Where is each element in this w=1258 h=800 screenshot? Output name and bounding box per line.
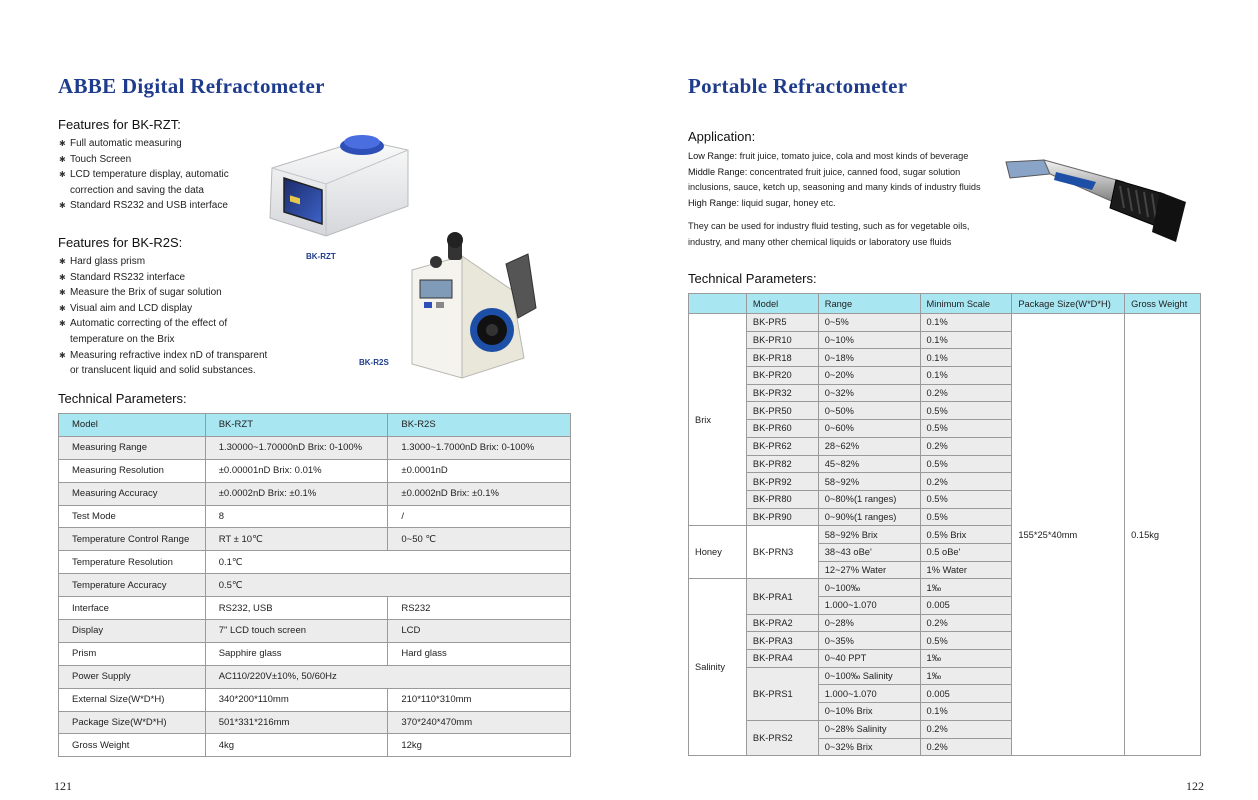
range-cell: 0~28% Salinity: [818, 720, 920, 738]
scale-cell: 0.5%: [920, 508, 1012, 526]
features-rzt-heading: Features for BK-RZT:: [58, 117, 181, 132]
range-cell: 0~32% Brix: [818, 738, 920, 756]
param-name: Power Supply: [59, 665, 206, 688]
param-value: 7" LCD touch screen: [205, 620, 388, 643]
model-cell: BK-PR50: [746, 402, 818, 420]
range-cell: 38~43 oBe': [818, 543, 920, 561]
category-salinity: Salinity: [689, 579, 747, 756]
param-value: LCD: [388, 620, 571, 643]
range-cell: 0~10%: [818, 331, 920, 349]
param-value: 0~50 ℃: [388, 528, 571, 551]
param-name: Package Size(W*D*H): [59, 711, 206, 734]
param-value: ±0.0001nD: [388, 459, 571, 482]
param-value: 12kg: [388, 734, 571, 757]
feature-item: ✱ Measuring refractive index nD of transparent: [59, 348, 267, 364]
header-cell: Minimum Scale: [920, 294, 1012, 314]
model-cell: BK-PR80: [746, 490, 818, 508]
low-range-text: fruit juice, tomato juice, cola and most kinds of beverage: [737, 151, 969, 161]
middle-range-line: [688, 165, 998, 181]
feature-item: ✱ Standard RS232 interface: [59, 270, 267, 286]
range-cell: 0~100‰: [818, 579, 920, 597]
range-cell: 0~50%: [818, 402, 920, 420]
model-cell: BK-PRN3: [746, 526, 818, 579]
param-value: Sapphire glass: [205, 642, 388, 665]
param-value: 370*240*470mm: [388, 711, 571, 734]
param-name: Gross Weight: [59, 734, 206, 757]
scale-cell: 0.1%: [920, 331, 1012, 349]
param-value: ±0.0002nD Brix: ±0.1%: [205, 482, 388, 505]
scale-cell: 0.1%: [920, 314, 1012, 332]
param-name: Measuring Range: [59, 436, 206, 459]
header-cell: Package Size(W*D*H): [1012, 294, 1125, 314]
model-cell: BK-PR20: [746, 367, 818, 385]
scale-cell: 0.5% Brix: [920, 526, 1012, 544]
header-cell: Gross Weight: [1125, 294, 1201, 314]
header-cell: [689, 294, 747, 314]
high-range-label: High Range:: [688, 197, 740, 208]
range-cell: 45~82%: [818, 455, 920, 473]
param-name: Measuring Resolution: [59, 459, 206, 482]
category-honey: Honey: [689, 526, 747, 579]
scale-cell: 0.1%: [920, 703, 1012, 721]
param-value: Hard glass: [388, 642, 571, 665]
scale-cell: 0.5%: [920, 490, 1012, 508]
model-cell: BK-PR10: [746, 331, 818, 349]
scale-cell: 0.2%: [920, 614, 1012, 632]
range-cell: 0~80%(1 ranges): [818, 490, 920, 508]
feature-item-continued: correction and saving the data: [70, 184, 204, 196]
scale-cell: 0.2%: [920, 437, 1012, 455]
scale-cell: 0.2%: [920, 384, 1012, 402]
table-row: [59, 711, 571, 734]
range-cell: 0~35%: [818, 632, 920, 650]
application-text: [688, 149, 998, 251]
feature-item: ✱ Standard RS232 and USB interface: [59, 198, 229, 214]
model-cell: BK-PRA3: [746, 632, 818, 650]
feature-item-continued: temperature on the Brix: [70, 333, 175, 345]
features-rzt-list: [59, 136, 229, 214]
high-range-line: [688, 196, 998, 212]
feature-item: ✱ Full automatic measuring: [59, 136, 229, 152]
param-name: Measuring Accuracy: [59, 482, 206, 505]
table-row: [59, 620, 571, 643]
portable-refractometer-image: [1004, 152, 1190, 244]
param-value: RS232: [388, 597, 571, 620]
param-name: Temperature Control Range: [59, 528, 206, 551]
header-cell: Model: [746, 294, 818, 314]
param-name: External Size(W*D*H): [59, 688, 206, 711]
model-cell: BK-PRA1: [746, 579, 818, 614]
param-value: 1.3000~1.7000nD Brix: 0-100%: [388, 436, 571, 459]
model-cell: BK-PR92: [746, 473, 818, 491]
scale-cell: 0.005: [920, 685, 1012, 703]
scale-cell: 1‰: [920, 650, 1012, 668]
range-cell: 12~27% Water: [818, 561, 920, 579]
feature-item-continued: or translucent liquid and solid substances.: [70, 365, 256, 377]
range-cell: 0~5%: [818, 314, 920, 332]
param-value: 4kg: [205, 734, 388, 757]
tech-params-heading: Technical Parameters:: [688, 271, 817, 286]
model-cell: BK-PR60: [746, 420, 818, 438]
param-name: Temperature Accuracy: [59, 574, 206, 597]
scale-cell: 0.1%: [920, 367, 1012, 385]
param-value: 501*331*216mm: [205, 711, 388, 734]
high-range-text: liquid sugar, honey etc.: [739, 197, 836, 208]
feature-item: ✱ Hard glass prism: [59, 254, 267, 270]
scale-cell: 1% Water: [920, 561, 1012, 579]
feature-item: ✱ LCD temperature display, automatic: [59, 167, 229, 183]
model-cell: BK-PR82: [746, 455, 818, 473]
portable-param-table: [688, 293, 1201, 756]
table-row: [59, 574, 571, 597]
bk-r2s-caption: BK-R2S: [359, 358, 389, 367]
param-value: 340*200*110mm: [205, 688, 388, 711]
table-row: [59, 551, 571, 574]
middle-range-text: concentrated fruit juice, canned food, sugar solution: [747, 166, 961, 177]
table-row: [59, 688, 571, 711]
feature-item: ✱ Measure the Brix of sugar solution: [59, 285, 267, 301]
package-size-cell: 155*25*40mm: [1012, 314, 1125, 756]
model-cell: BK-PRA4: [746, 650, 818, 668]
model-cell: BK-PR5: [746, 314, 818, 332]
range-cell: 58~92% Brix: [818, 526, 920, 544]
model-cell: BK-PR32: [746, 384, 818, 402]
table-row: [59, 642, 571, 665]
scale-cell: 0.1%: [920, 349, 1012, 367]
param-value: 210*110*310mm: [388, 688, 571, 711]
scale-cell: 0.5%: [920, 420, 1012, 438]
model-cell: BK-PRS1: [746, 667, 818, 720]
range-cell: 0~60%: [818, 420, 920, 438]
param-value: 8: [205, 505, 388, 528]
table-row: [59, 597, 571, 620]
table-header-row: [59, 414, 571, 437]
page-title: ABBE Digital Refractometer: [58, 74, 325, 98]
usage-line-2: industry, and many other chemical liquids or laboratory use fluids: [688, 236, 952, 247]
header-cell: Model: [59, 414, 206, 437]
scale-cell: 0.5%: [920, 632, 1012, 650]
param-value: RT ± 10℃: [205, 528, 388, 551]
range-cell: 28~62%: [818, 437, 920, 455]
header-cell: BK-RZT: [205, 414, 388, 437]
range-cell: 0~20%: [818, 367, 920, 385]
scale-cell: 1‰: [920, 579, 1012, 597]
application-heading: Application:: [688, 129, 756, 144]
table-row: [59, 665, 571, 688]
model-cell: BK-PR90: [746, 508, 818, 526]
model-cell: BK-PRA2: [746, 614, 818, 632]
param-value: ±0.0002nD Brix: ±0.1%: [388, 482, 571, 505]
range-cell: 0~18%: [818, 349, 920, 367]
scale-cell: 1‰: [920, 667, 1012, 685]
range-cell: 1.000~1.070: [818, 685, 920, 703]
param-name: Prism: [59, 642, 206, 665]
table-row: [59, 505, 571, 528]
gross-weight-cell: 0.15kg: [1125, 314, 1201, 756]
feature-item: ✱ Automatic correcting of the effect of: [59, 316, 267, 332]
range-cell: 0~10% Brix: [818, 703, 920, 721]
range-cell: 58~92%: [818, 473, 920, 491]
header-cell: BK-R2S: [388, 414, 571, 437]
tech-params-heading: Technical Parameters:: [58, 391, 187, 406]
param-name: Display: [59, 620, 206, 643]
table-row: [59, 482, 571, 505]
usage-line-1: They can be used for industry fluid testing, such as for vegetable oils,: [688, 221, 970, 232]
scale-cell: 0.5%: [920, 402, 1012, 420]
scale-cell: 0.005: [920, 597, 1012, 615]
page-title: Portable Refractometer: [688, 74, 908, 98]
features-r2s-list: [59, 254, 267, 379]
header-cell: Range: [818, 294, 920, 314]
page-number: 122: [1186, 779, 1204, 793]
range-cell: 0~40 PPT: [818, 650, 920, 668]
model-cell: BK-PR62: [746, 437, 818, 455]
range-cell: 0~28%: [818, 614, 920, 632]
param-value: 0.1℃: [205, 551, 570, 574]
scale-cell: 0.2%: [920, 473, 1012, 491]
param-value: RS232, USB: [205, 597, 388, 620]
range-cell: 0~90%(1 ranges): [818, 508, 920, 526]
scale-cell: 0.2%: [920, 720, 1012, 738]
scale-cell: 0.5%: [920, 455, 1012, 473]
low-range-line: [688, 149, 998, 165]
feature-item: ✱ Touch Screen: [59, 152, 229, 168]
table-header-row: [689, 294, 1201, 314]
scale-cell: 0.2%: [920, 738, 1012, 756]
category-brix: Brix: [689, 314, 747, 526]
middle-range-line-2: inclusions, sauce, ketch up, seasoning and many kinds of industry fluids: [688, 182, 981, 193]
low-range-label: Low Range:: [688, 151, 738, 161]
bk-r2s-refractometer-image: [404, 228, 540, 390]
table-row: [59, 528, 571, 551]
model-cell: BK-PRS2: [746, 720, 818, 755]
param-name: Temperature Resolution: [59, 551, 206, 574]
table-row: [59, 734, 571, 757]
range-cell: 0~32%: [818, 384, 920, 402]
param-name: Interface: [59, 597, 206, 620]
bk-rzt-refractometer-image: [266, 128, 412, 240]
scale-cell: 0.5 oBe': [920, 543, 1012, 561]
table-row: [59, 436, 571, 459]
param-name: Test Mode: [59, 505, 206, 528]
table-row: [689, 314, 1201, 332]
model-cell: BK-PR18: [746, 349, 818, 367]
page-number: 121: [54, 779, 72, 793]
range-cell: 0~100‰ Salinity: [818, 667, 920, 685]
param-value: ±0.00001nD Brix: 0.01%: [205, 459, 388, 482]
param-value: 1.30000~1.70000nD Brix: 0-100%: [205, 436, 388, 459]
bk-rzt-caption: BK-RZT: [306, 252, 336, 261]
middle-range-label: Middle Range:: [688, 166, 748, 177]
param-value: /: [388, 505, 571, 528]
spec-table: [58, 413, 571, 757]
feature-item: ✱ Visual aim and LCD display: [59, 301, 267, 317]
features-r2s-heading: Features for BK-R2S:: [58, 235, 183, 250]
param-value: 0.5℃: [205, 574, 570, 597]
range-cell: 1.000~1.070: [818, 597, 920, 615]
param-value: AC110/220V±10%, 50/60Hz: [205, 665, 570, 688]
table-row: [59, 459, 571, 482]
